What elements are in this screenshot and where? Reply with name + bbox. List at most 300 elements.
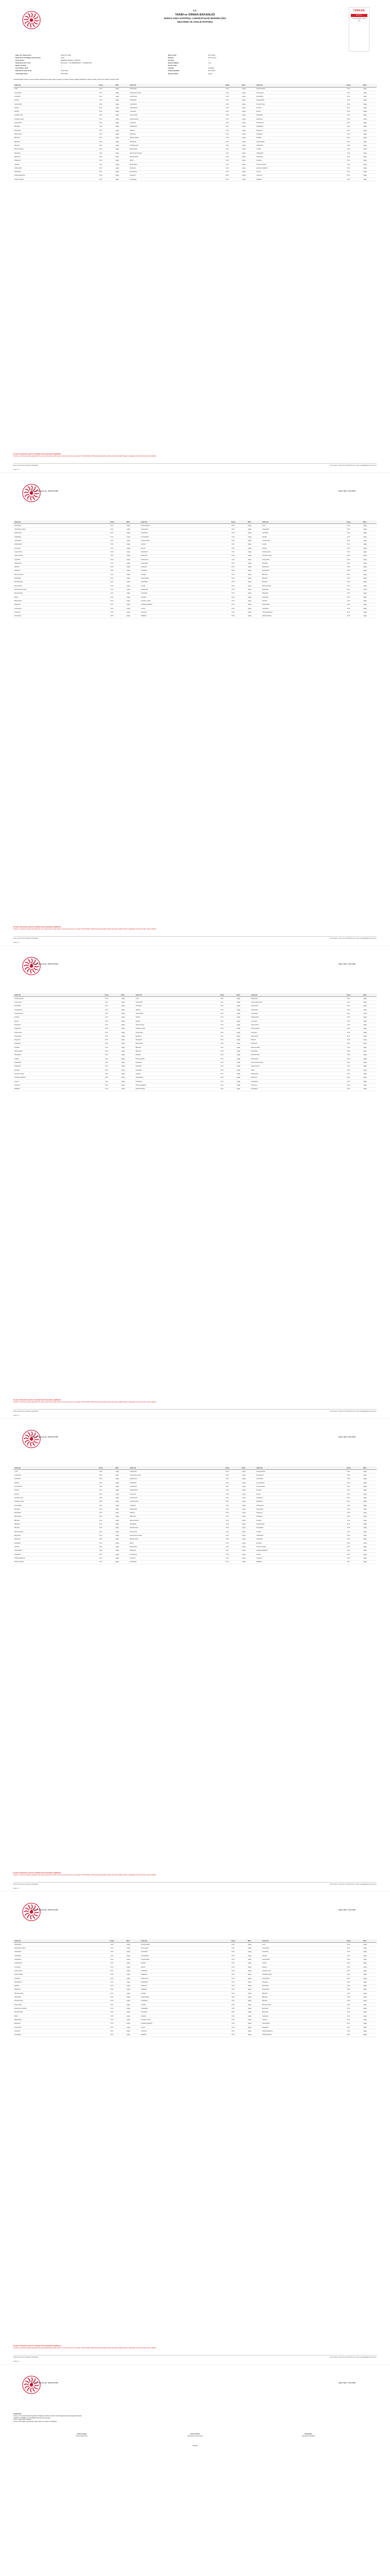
validity-notice-title: Bu rapor, laboratuvarın yazılı izni olmadan kısmen kopyalanıp çoğaltılamaz. (13, 926, 61, 928)
analyte-unit: mg/kg (362, 132, 377, 136)
analyte-result: <0,01 (104, 1001, 120, 1004)
analyte-result: <0,01 (346, 1534, 362, 1537)
analyte-result: <0,01 (230, 1958, 247, 1961)
analyte-name: Difenoconazole (129, 1519, 225, 1522)
analyte-name: Deltamethrin (13, 1980, 109, 1984)
analyte-name: Fenitrothion (256, 1477, 346, 1481)
analyte-unit: mg/kg (126, 603, 140, 606)
analyte-result: <0,01 (346, 110, 362, 113)
analyte-result: <0,01 (346, 1526, 362, 1530)
analyte-result: <0,01 (104, 1008, 120, 1012)
analyte-unit: mg/kg (247, 1992, 261, 1995)
analyte-name: Diazinon (129, 1511, 225, 1515)
page-header (13, 953, 377, 980)
analyte-result: <0,01 (98, 1522, 114, 1526)
column-header: Sonuç (109, 520, 126, 524)
table-header-row (13, 1466, 377, 1470)
analyte-result: <0,01 (346, 1485, 362, 1488)
analyte-result: <0,01 (104, 1027, 120, 1030)
analyte-unit: mg/kg (114, 162, 129, 166)
analyte-unit: mg/kg (241, 136, 256, 140)
analyte-result: <0,01 (109, 547, 126, 550)
analyte-unit: mg/kg (241, 144, 256, 147)
analyte-name: Lambda-cyhalothrin (13, 1076, 104, 1079)
analyte-result: <0,01 (346, 1481, 362, 1485)
analyte-name: Acrinathrin (134, 1004, 219, 1008)
analyte-name: Indoxacarb (13, 1064, 104, 1068)
analyte-result: <0,01 (109, 614, 126, 618)
analyte-result: <0,01 (346, 1493, 362, 1496)
analyte-result: <0,01 (109, 1946, 126, 1950)
info-label: Ambalaj (168, 67, 174, 70)
analyte-name: Aldicarb (134, 1008, 219, 1012)
analyte-name: Etofenprox (129, 166, 225, 170)
analyte-result: <0,01 (104, 1057, 120, 1061)
analyte-result: <0,01 (230, 1992, 247, 1995)
column-header: Analiz Adı (134, 993, 219, 997)
analyte-unit: mg/kg (114, 1526, 129, 1530)
analyte-result: <0,01 (346, 531, 362, 535)
analyte-name: Azinphos-methyl (261, 554, 346, 557)
analyte-name: Cyazofamid (13, 539, 109, 543)
column-header: Birim (362, 1466, 377, 1470)
table-row (13, 102, 377, 106)
analyte-result: <0,01 (346, 557, 362, 561)
analyte-unit: mg/kg (114, 159, 129, 162)
analyte-unit: mg/kg (362, 144, 377, 147)
analyte-result: <0,01 (109, 577, 126, 580)
analyte-name: Fenpyroximate (256, 1485, 346, 1488)
analyte-result: <0,01 (230, 580, 247, 584)
analyte-unit: mg/kg (362, 614, 377, 618)
analyte-result: <0,01 (109, 2022, 126, 2025)
analyte-unit: mg/kg (126, 531, 140, 535)
analyte-result: <0,01 (109, 531, 126, 535)
analyte-result: <0,01 (346, 1057, 362, 1061)
analyte-result: <0,01 (346, 1946, 362, 1950)
analyte-result: <0,01 (225, 125, 241, 128)
analyte-result: <0,01 (225, 1530, 241, 1534)
analyte-unit: mg/kg (362, 95, 377, 98)
analyte-unit: mg/kg (126, 1954, 140, 1958)
analyte-unit: mg/kg (362, 596, 377, 599)
analyte-result: <0,01 (346, 1001, 362, 1004)
info-value: MERKEZ / BURSA / TÜRKİYE (61, 59, 80, 62)
analyte-name: Diazinon (129, 129, 225, 132)
column-header: Sonuç (225, 84, 241, 88)
signature (257, 2433, 360, 2437)
analyte-unit: mg/kg (241, 162, 256, 166)
analyte-name: Imidacloprid (13, 1061, 104, 1064)
analyte-unit: mg/kg (362, 91, 377, 94)
analyte-name: Aldicarb (261, 535, 346, 539)
analyte-unit: mg/kg (241, 102, 256, 106)
analyte-name: Cyflufenamid (250, 1015, 346, 1019)
info-label: Tescil No (168, 59, 175, 62)
analyte-result: <0,01 (230, 2010, 247, 2014)
page-header (13, 2372, 377, 2399)
analyte-name: Difenoconazole (129, 136, 225, 140)
analyte-result: <0,01 (225, 132, 241, 136)
analyte-name: Chlorpyrifos-methyl (13, 528, 109, 531)
analyte-unit: mg/kg (114, 1485, 129, 1488)
analyte-result: <0,01 (230, 1950, 247, 1954)
analyte-unit: mg/kg (241, 1488, 256, 1492)
analyte-result: <0,01 (230, 554, 247, 557)
analyte-result: <0,01 (225, 1511, 241, 1515)
analyte-unit: mg/kg (362, 557, 377, 561)
analyte-name: Hexaconazole (13, 1049, 104, 1053)
analyte-result: <0,01 (346, 1080, 362, 1083)
analyte-name: Bromuconazole (13, 147, 98, 151)
column-header: Analiz Adı (256, 1466, 346, 1470)
analyte-name: Cymoxanil (13, 547, 109, 550)
analyte-unit: mg/kg (362, 1999, 377, 2003)
table-row (13, 591, 377, 595)
analyte-result: <0,01 (225, 147, 241, 151)
analyte-name: Clothianidin (129, 98, 225, 102)
table-row (13, 1507, 377, 1511)
analyte-unit: mg/kg (126, 528, 140, 531)
analyte-name: Acetamiprid (261, 528, 346, 531)
analyte-unit: mg/kg (235, 1001, 250, 1004)
analyte-name: Cyprodinil (129, 121, 225, 125)
analyte-unit: mg/kg (247, 1988, 261, 1991)
analyte-unit: mg/kg (362, 1083, 377, 1087)
analyte-unit: mg/kg (247, 2007, 261, 2010)
analyte-name: Bromuconazole (13, 1530, 98, 1534)
analyte-name: Chlorantraniliprole (261, 2029, 346, 2033)
analyte-name: Indoxacarb (256, 1537, 346, 1541)
analyte-unit: mg/kg (241, 178, 256, 181)
analyte-name: Cyproconazole (13, 554, 109, 557)
analyte-unit: mg/kg (362, 1984, 377, 1988)
analyte-name: Fenpropathrin (13, 1008, 104, 1012)
analyte-result: <0,01 (346, 611, 362, 614)
table-row (13, 1545, 377, 1549)
analyte-result: <0,01 (346, 1549, 362, 1552)
analyte-name: Malathion (13, 1087, 104, 1091)
analyte-name: Imazalil (256, 147, 346, 151)
analyte-name: Diniconazole (129, 1530, 225, 1534)
analyte-result: <0,01 (98, 1549, 114, 1552)
table-header-row (13, 1939, 377, 1943)
analyte-unit: mg/kg (247, 2010, 261, 2014)
analyte-unit: mg/kg (362, 1946, 377, 1950)
table-row (13, 174, 377, 177)
analyte-unit: mg/kg (362, 1560, 377, 1564)
analyte-result: <0,01 (346, 550, 362, 554)
analyte-unit: mg/kg (126, 1943, 140, 1946)
analyte-unit: mg/kg (241, 1541, 256, 1545)
analyte-name: Chlorfenvinphos (261, 614, 346, 618)
analyte-name: Etofenprox (250, 1076, 346, 1079)
info-value: 04.10.2024 (61, 70, 68, 72)
table-row (13, 607, 377, 611)
analyte-result: <0,01 (230, 1980, 247, 1984)
analyte-unit: mg/kg (114, 106, 129, 110)
analyte-result: <0,01 (225, 159, 241, 162)
analyte-result: <0,01 (225, 98, 241, 102)
continued-report-date: Rapor Tarihi : 05.11.2024 (338, 1436, 355, 1438)
analyte-name: Azoxystrobin (134, 1030, 219, 1034)
table-row (13, 1980, 377, 1984)
analyte-result: <0,01 (346, 166, 362, 170)
analyte-name: Etofenprox (13, 603, 109, 606)
analyte-name: Azoxystrobin (261, 557, 346, 561)
continued-report-date: Rapor Tarihi : 05.11.2024 (338, 963, 355, 965)
analyte-result: <0,01 (230, 1999, 247, 2003)
analyte-result: <0,01 (98, 91, 114, 94)
table-row (13, 1961, 377, 1965)
analyte-result: <0,01 (104, 1030, 120, 1034)
analyte-name: Lufenuron (256, 1556, 346, 1560)
analyte-unit: mg/kg (362, 1556, 377, 1560)
table-row (13, 596, 377, 599)
analyte-unit: mg/kg (247, 2018, 261, 2022)
table-row (13, 1038, 377, 1042)
column-header: Birim (362, 520, 377, 524)
analyte-unit: mg/kg (114, 87, 129, 91)
analyte-unit: mg/kg (247, 562, 261, 565)
analyte-result: <0,01 (225, 178, 241, 181)
analyte-name: Ethoprophos (13, 2018, 109, 2022)
analyte-name: Fluopicolide (140, 562, 230, 565)
analyte-result: <0,01 (109, 580, 126, 584)
analyte-result: <0,01 (346, 1515, 362, 1518)
analyte-result: <0,01 (346, 144, 362, 147)
analyte-result: <0,01 (346, 1069, 362, 1072)
table-row (13, 1057, 377, 1061)
analyte-name: Cyproconazole (129, 117, 225, 121)
analyte-result: <0,01 (109, 2029, 126, 2033)
analyte-name: Buprofezin (13, 155, 98, 159)
analyte-result: <0,01 (346, 113, 362, 117)
analyte-result: <0,01 (346, 1053, 362, 1057)
footer-contact: Adres: Bursa / Türkiye Tel: 0224 000 00 00 e-posta: bursagida@tarimorman.gov.tr (330, 1410, 377, 1412)
analyte-unit: mg/kg (126, 577, 140, 580)
analyte-unit: mg/kg (362, 550, 377, 554)
column-header: Birim (362, 1939, 377, 1943)
analyte-result: <0,01 (109, 1995, 126, 1999)
analyte-name: Iprodione (256, 159, 346, 162)
analyte-name: Benfuracarb (134, 1042, 219, 1045)
analyte-result: <0,01 (230, 2022, 247, 2025)
analyte-result: <0,01 (225, 155, 241, 159)
analyte-name: Clofentezine (13, 1950, 109, 1954)
analyte-unit: mg/kg (362, 1961, 377, 1965)
analyte-name: Fenthion (13, 1015, 104, 1019)
analyte-name: Fenhexamid (13, 1001, 104, 1004)
analyte-unit: mg/kg (120, 1080, 134, 1083)
footer-lab-name: Bursa Gıda Kontrol Laboratuvar Müdürlüğü (13, 464, 38, 466)
analyte-name: Lambda-cyhalothrin (140, 2022, 230, 2025)
analyte-result: <0,01 (219, 1030, 235, 1034)
analyte-unit: mg/kg (241, 1553, 256, 1556)
analyte-name: Carbaryl (13, 1545, 98, 1549)
analyte-name: Chlorpyrifos-methyl (13, 1946, 109, 1950)
analyte-result: <0,01 (346, 1061, 362, 1064)
analyte-unit: mg/kg (241, 1545, 256, 1549)
analyte-unit: mg/kg (362, 166, 377, 170)
analyte-unit: mg/kg (247, 528, 261, 531)
analyte-unit: mg/kg (126, 1973, 140, 1976)
analyte-result: <0,01 (346, 2018, 362, 2022)
analyte-result: <0,01 (219, 1023, 235, 1027)
table-row (13, 1485, 377, 1488)
analyte-result: <0,01 (98, 1470, 114, 1473)
analyte-name: Amitraz (13, 1488, 98, 1492)
analyte-unit: mg/kg (114, 144, 129, 147)
analyte-name: Fenbuconazole (13, 997, 104, 1001)
analyte-unit: mg/kg (362, 178, 377, 181)
column-header: Birim (126, 520, 140, 524)
analyte-unit: mg/kg (114, 1556, 129, 1560)
analyte-name: Fenazaquin (13, 614, 109, 618)
analyte-result: <0,01 (230, 1969, 247, 1973)
analyte-name: Fluopyram (256, 1511, 346, 1515)
analyte-unit: mg/kg (235, 1015, 250, 1019)
analyte-result: <0,01 (219, 1001, 235, 1004)
analyte-name: Kresoxim-methyl (140, 2018, 230, 2022)
analyte-name: Flusilazole (256, 1515, 346, 1518)
analyte-result: <0,01 (346, 125, 362, 128)
analyte-result: <0,01 (346, 1049, 362, 1053)
analyte-result: <0,01 (346, 1511, 362, 1515)
analyte-result: <0,01 (98, 1493, 114, 1496)
analyte-unit: mg/kg (114, 1488, 129, 1492)
analyte-result: <0,01 (346, 1958, 362, 1961)
turkak-standard: TS EN ISO/IEC 17025 (352, 18, 366, 20)
analyte-unit: mg/kg (114, 1496, 129, 1500)
analyte-result: <0,01 (346, 147, 362, 151)
column-header: Birim (114, 1466, 129, 1470)
analyte-unit: mg/kg (114, 113, 129, 117)
analyte-name: Fipronil (13, 1020, 104, 1023)
analyte-result: <0,01 (109, 2014, 126, 2018)
analyte-unit: mg/kg (362, 1470, 377, 1473)
footer-contact: Adres: Bursa / Türkiye Tel: 0224 000 00 00 e-posta: bursagida@tarimorman.gov.tr (330, 937, 377, 939)
analyte-name: Cypermethrin (129, 113, 225, 117)
continuation-header (31, 490, 355, 492)
continued-report-date: Rapor Tarihi : 05.11.2024 (338, 2382, 355, 2384)
analyte-unit: mg/kg (126, 573, 140, 577)
analyte-name: Fipronil (140, 1965, 230, 1969)
analyte-result: <0,01 (346, 155, 362, 159)
analyte-name: Fluopyram (140, 565, 230, 569)
table-row (13, 1030, 377, 1034)
analyte-result: <0,01 (109, 1950, 126, 1954)
analyte-result: <0,01 (219, 1038, 235, 1042)
analyte-result: <0,01 (346, 1076, 362, 1079)
analyte-name: Atrazine (13, 110, 98, 113)
analyte-unit: mg/kg (247, 1969, 261, 1973)
info-value: Ürün Kontrol (208, 57, 216, 59)
report-page (0, 473, 390, 946)
analyte-result: <0,01 (346, 178, 362, 181)
validity-notice-body: İmzasız ve mühürsüz raporlar geçersizdir. Bu rapor yalnızca deneye tabi tutulan numuneye aittir. Deney sonuçları TS EN ISO/IEC 17025 kapsamında akredite edilmiş deneyler ile ilgilidir. Raporun doğruluğu e-Devlet üzerinden kontrol edilebilir. (13, 928, 157, 930)
validity-notice-title: Bu rapor, laboratuvarın yazılı izni olmadan kısmen kopyalanıp çoğaltılamaz. (13, 1872, 61, 1874)
analyte-unit: mg/kg (114, 136, 129, 140)
analyte-unit: mg/kg (235, 1049, 250, 1053)
analyte-unit: mg/kg (247, 2033, 261, 2037)
analyte-result: <0,01 (230, 569, 247, 572)
analyte-unit: mg/kg (362, 1042, 377, 1045)
analyte-unit: mg/kg (235, 1046, 250, 1049)
analyte-unit: mg/kg (241, 1500, 256, 1503)
analyte-unit: mg/kg (120, 1069, 134, 1072)
analyte-name: Flufenoxuron (256, 1503, 346, 1507)
analyte-result: <0,01 (98, 178, 114, 181)
table-row (13, 1080, 377, 1083)
analyte-name: Flutriafol (256, 1519, 346, 1522)
analyte-unit: mg/kg (362, 2026, 377, 2029)
analyte-unit: mg/kg (120, 1053, 134, 1057)
analyte-unit: mg/kg (362, 1992, 377, 1995)
analyte-name: Deltamethrin (250, 1035, 346, 1038)
validity-notice (13, 453, 374, 457)
analyte-result: <0,01 (219, 1069, 235, 1072)
analyte-unit: mg/kg (241, 1503, 256, 1507)
analyte-unit: mg/kg (241, 1481, 256, 1485)
analyte-result: <0,01 (104, 1061, 120, 1064)
analyte-name: Boscalid (261, 580, 346, 584)
analyte-name: Flufenoxuron (140, 1976, 230, 1980)
analyte-name: Cyflufenamid (129, 106, 225, 110)
info-label: Rapor Tarihi (168, 54, 177, 56)
analyte-result: <0,01 (346, 1488, 362, 1492)
analyte-result: <0,01 (230, 573, 247, 577)
page-footer (13, 463, 377, 466)
analyte-unit: mg/kg (362, 1012, 377, 1015)
table-row (13, 524, 377, 528)
analyte-name: Bifenthrin (13, 1519, 98, 1522)
analyte-unit: mg/kg (114, 1477, 129, 1481)
info-value: 05.11.2024 (61, 72, 68, 75)
analyte-unit: mg/kg (247, 550, 261, 554)
analyte-result: <0,01 (346, 159, 362, 162)
analyte-name: Fenarimol (250, 1083, 346, 1087)
note-item: Numune, Türk Gıda Kodeksi Pestisitlerin Maksimum Kalıntı Limitleri Yönetmeliği kapsamında değerlendirilmiştir. (13, 2415, 82, 2417)
analyte-unit: mg/kg (120, 1008, 134, 1012)
analyte-result: <0,01 (225, 1522, 241, 1526)
analyte-result: <0,01 (346, 1072, 362, 1076)
analyte-name: Emamectin benzoate (129, 151, 225, 155)
analyte-name: Hexythiazox (140, 1999, 230, 2003)
analyte-unit: mg/kg (241, 1530, 256, 1534)
analyte-unit: mg/kg (362, 1072, 377, 1076)
analyte-unit: mg/kg (120, 1057, 134, 1061)
analyte-unit: mg/kg (120, 1015, 134, 1019)
table-row (13, 584, 377, 588)
analyte-result: <0,01 (346, 599, 362, 603)
analyte-result: <0,01 (230, 2026, 247, 2029)
analyte-result: <0,01 (98, 125, 114, 128)
table-row (13, 554, 377, 557)
analyte-name: Fenpropathrin (140, 535, 230, 539)
analyte-result: <0,01 (109, 1973, 126, 1976)
analyte-result: <0,01 (346, 1530, 362, 1534)
analyte-name: 2,4-D (261, 1943, 346, 1946)
table-row (13, 113, 377, 117)
analyte-unit: mg/kg (247, 543, 261, 546)
analyte-name: Linuron (140, 2026, 230, 2029)
analyte-name: Ametoctradin (261, 539, 346, 543)
table-row (13, 1061, 377, 1064)
analyte-name: Clofentezine (250, 1004, 346, 1008)
analyte-name: Acetamiprid (13, 1473, 98, 1477)
analyte-name: Carbaryl (13, 162, 98, 166)
